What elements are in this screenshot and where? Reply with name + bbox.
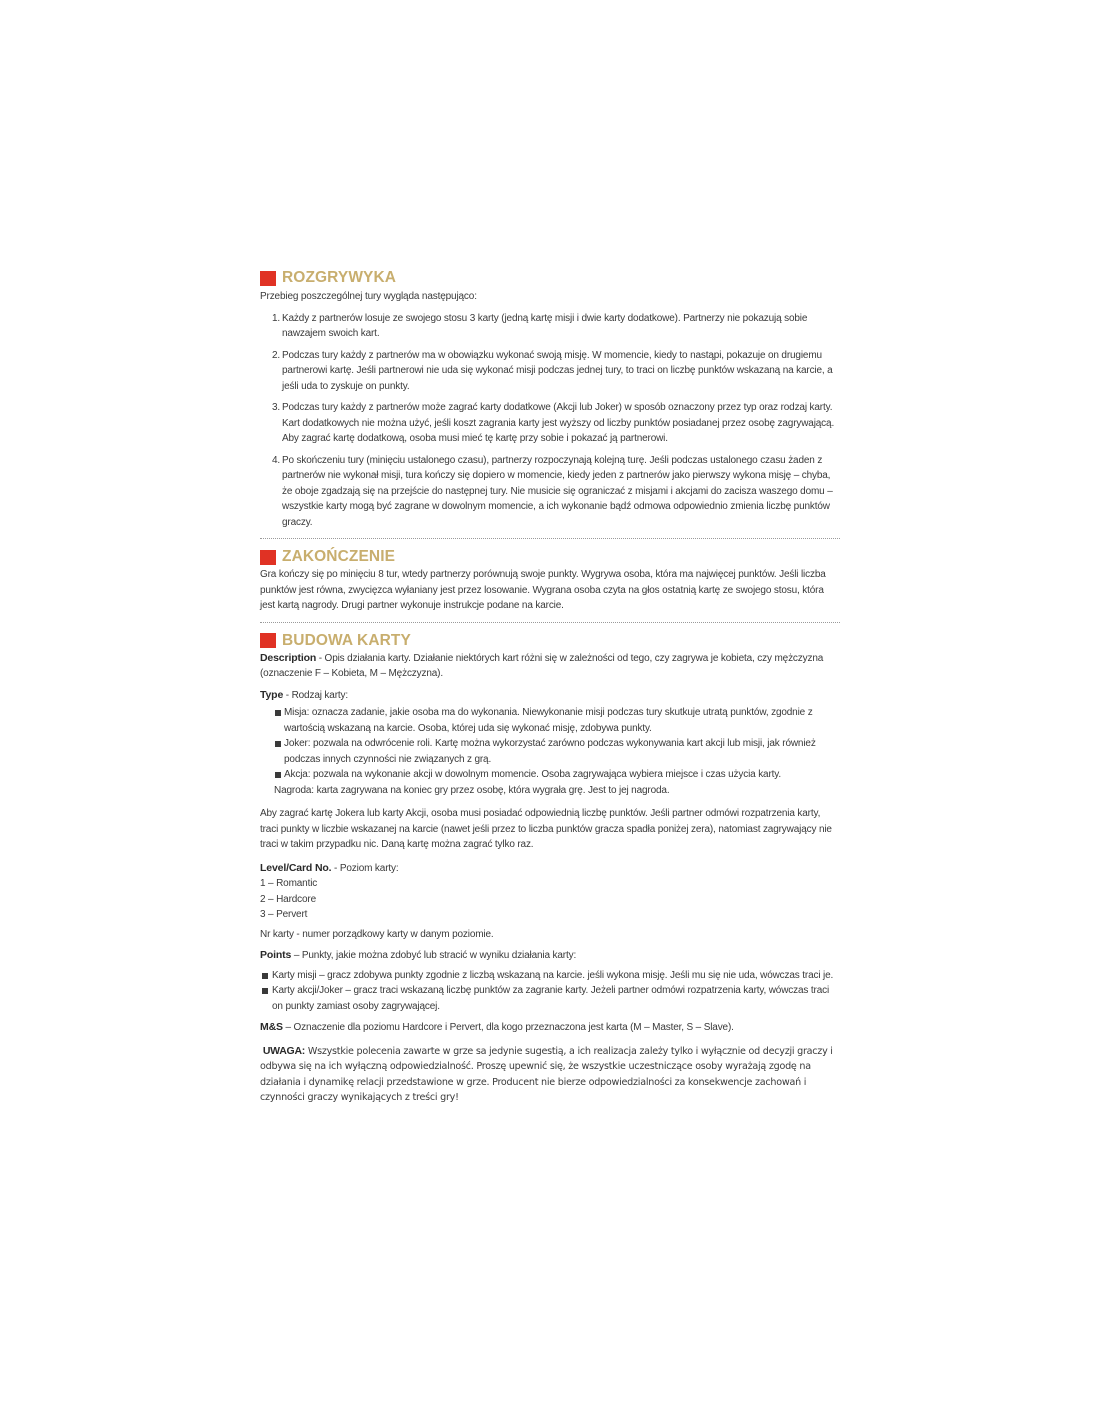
type-item-text: Misja: oznacza zadanie, jakie osoba ma do wykonania. Niewykonanie misji podczas tury skutkuje utratą punktów, zgodnie z wartością wskazaną na karcie. Osoba, której uda się wykonać misję, zdobywa punkty. — [284, 707, 813, 734]
red-square-icon — [260, 550, 276, 565]
description-label: Description — [260, 651, 317, 664]
type-item-text: Akcja: pozwala na wykonanie akcji w dowolnym momencie. Osoba zagrywająca wybiera miejsce i czas użycia karty. — [284, 769, 782, 780]
type-paragraph — [260, 688, 840, 704]
nagroda-text: Nagroda: karta zagrywana na koniec gry przez osobę, która wygrała grę. Jest to jej nagroda. — [274, 784, 670, 796]
list-item — [260, 705, 840, 736]
list-item — [260, 767, 840, 783]
level-item: 1 – Romantic — [260, 878, 318, 889]
type-label: Type — [260, 688, 284, 701]
section-title: ZAKOŃCZENIE — [282, 548, 396, 565]
bullet-square-icon — [262, 988, 268, 994]
points-item-text: Karty misji – gracz zdobywa punkty zgodnie z liczbą wskazaną na karcie. jeśli wykona misję. Jeśli mu się nie uda, wówczas traci je. — [272, 969, 834, 981]
bullet-square-icon — [275, 741, 281, 747]
points-item-text: Karty akcji/Joker – gracz traci wskazaną liczbę punktów za zagranie karty. Jeżeli partner odmówi rozpatrzenia karty, wówczas traci on punkty zamiast osoby zagrywającej. — [272, 985, 830, 1012]
turn-steps-list — [260, 311, 840, 531]
points-list — [260, 968, 840, 1015]
bullet-square-icon — [275, 772, 281, 778]
dotted-divider — [260, 622, 840, 623]
points-text: – Punkty, jakie można zdobyć lub stracić w wyniku działania karty: — [291, 950, 577, 961]
bullet-square-icon — [262, 973, 268, 979]
step-text: Po skończeniu tury (minięciu ustalonego czasu), partnerzy rozpoczynają kolejną turę. Jeśli podczas ustalonego czasu żaden z partnerów nie wykonał misji, tura kończy się dopiero w momencie, kiedy jeden z partnerów jako pierwszy wykona misję – chyba, że oboje zgadzają się na przejście do następnej tury. Nie musicie się ograniczać z misjami i akcjami do zacisza waszego domu – wszystkie karty mogą być zagrane w dowolnym momencie, a ich wykonanie bądź odmowa odpowiednio zmienia liczbę punktów graczy. — [282, 454, 833, 528]
zakonczenie-text: Gra kończy się po minięciu 8 tur, wtedy partnerzy porównują swoje punkty. Wygrywa osoba, która ma najwięcej punktów. Jeśli liczba punktów jest równa, zwycięzca wyłaniany jest przez losowanie. Wygrana osoba czyta na głos ostatnią kartę ze swojego stosu, która jest kartą nagrody. Drugi partner wykonuje instrukcje podane na karcie. — [260, 569, 826, 611]
level-item: 2 – Hardcore — [260, 893, 317, 905]
warning-paragraph — [260, 1044, 840, 1106]
step-number: 4. — [272, 454, 281, 466]
points-label: Points — [260, 949, 292, 961]
rozgrywyka-intro: Przebieg poszczególnej tury wygląda następująco: — [260, 291, 477, 302]
section-header-rozgrywyka — [260, 268, 840, 288]
level-item: 3 – Pervert — [260, 909, 308, 920]
type-item-text: Joker: pozwala na odwrócenie roli. Kartę można wykorzystać zarówno podczas wykonywania kart akcji lub misji, jak również podczas innych czynności nie związanych z grą. — [284, 738, 816, 765]
list-item — [260, 968, 840, 984]
bullet-square-icon — [275, 710, 281, 716]
step-number: 2. — [272, 349, 281, 361]
section-title: ROZGRYWYKA — [282, 269, 397, 286]
section-header-budowa-karty — [260, 631, 840, 651]
points-paragraph — [260, 948, 840, 964]
step-text: Podczas tury każdy z partnerów ma w obowiązku wykonać swoją misję. W momencie, kiedy to nastąpi, pokazuje on drugiemu partnerowi kartę. Jeśli partnerowi nie uda się wykonać misji podczas jednej tury, to traci on liczbę punktów wskazaną na karcie, a jeśli uda to zyskuje on punkty. — [282, 349, 833, 392]
level-paragraph — [260, 861, 840, 877]
step-number: 3. — [272, 402, 281, 413]
warning-label: UWAGA: — [262, 1044, 306, 1057]
section-header-zakonczenie — [260, 547, 840, 567]
red-square-icon — [260, 633, 276, 648]
step-text: Każdy z partnerów losuje ze swojego stosu 3 karty (jedną kartę misji i dwie karty dodatkowe). Partnerzy nie pokazują sobie nawzajem swoich kart. — [282, 312, 808, 339]
card-types-list — [260, 705, 840, 783]
description-paragraph — [260, 651, 840, 682]
ms-text: – Oznaczenie dla poziomu Hardcore i Pervert, dla kogo przeznaczona jest karta (M – Master, S – Slave). — [282, 1022, 734, 1033]
list-item — [260, 348, 840, 395]
list-item — [260, 400, 840, 447]
step-number: 1. — [272, 312, 281, 324]
description-text: - Opis działania karty. Działanie niektórych kart różni się w zależności od tego, czy zagrywa je kobieta, czy mężczyzna (oznaczenie F – Kobieta, M – Mężczyzna). — [260, 652, 824, 679]
ms-paragraph — [260, 1020, 840, 1036]
red-square-icon — [260, 271, 276, 286]
section-title: BUDOWA KARTY — [282, 631, 411, 649]
list-item — [260, 453, 840, 531]
step-text: Podczas tury każdy z partnerów może zagrać karty dodatkowe (Akcji lub Joker) w sposób oznaczony przez typ oraz rodzaj karty. Kart dodatkowych nie można użyć, jeśli koszt zagrania karty jest wyższy od liczby punktów posiadanej przez osobę zagrywającą. Aby zagrać kartę dodatkową, osoba musi mieć tę kartę przy sobie i pokazać ją partnerowi. — [282, 402, 835, 444]
warning-text: Wszystkie polecenia zawarte w grze sa jedynie sugestią, a ich realizacja zależy tylko i wyłącznie od decyzji graczy i odbywa się na ich wyłączną odpowiedzialność. Proszę upewnić się, że wszystkie uczestniczące osoby wyrażają zgodę na działania i dynamikę relacji przedstawione w grze. Producent nie bierze odpowiedzialności za konsekwencje zachowań i czynności graczy wynikających z treści gry! — [260, 1045, 833, 1103]
nr-karty-text: Nr karty - numer porządkowy karty w danym poziomie. — [260, 928, 494, 940]
ms-label: M&S — [260, 1021, 283, 1033]
list-item — [260, 736, 840, 767]
level-text: - Poziom karty: — [331, 862, 399, 874]
dotted-divider — [260, 538, 840, 539]
list-item — [260, 311, 840, 342]
list-item — [260, 983, 840, 1014]
joker-paragraph: Aby zagrać kartę Jokera lub karty Akcji, osoba musi posiadać odpowiednią liczbę punktów. Jeśli partner odmówi rozpatrzenia karty, traci punkty w liczbie wskazanej na karcie (nawet jeśli przez to liczba punktów gracza spadła poniżej zera), natomiast zagrywający nie traci w takim przypadku nic. Daną kartę można zagrać tylko raz. — [260, 808, 832, 850]
type-text: - Rodzaj karty: — [283, 689, 348, 701]
rules-page — [260, 268, 840, 1106]
level-label: Level/Card No. — [260, 861, 332, 874]
